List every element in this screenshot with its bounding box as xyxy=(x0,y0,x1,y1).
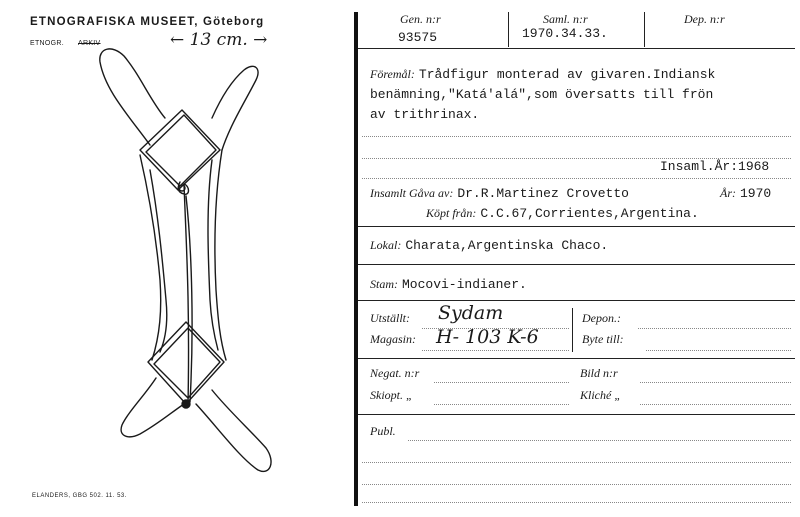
publ-label: Publ. xyxy=(370,424,396,438)
stam-label: Stam: xyxy=(370,277,398,291)
skiopt-label: Skiopt. „ xyxy=(370,388,413,402)
lokal-row xyxy=(370,236,608,254)
upper-left-arm xyxy=(100,49,165,145)
ar-value: 1970 xyxy=(740,186,772,201)
kliche-label: Kliché „ xyxy=(580,388,621,402)
upper-right-arm xyxy=(212,66,258,150)
card-image-side xyxy=(0,0,350,517)
insaml-year-value: 1968 xyxy=(738,159,770,174)
width-measurement: ← 13 cm. → xyxy=(170,30,268,50)
foremal-label: Föremål: xyxy=(370,67,415,81)
lokal-label: Lokal: xyxy=(370,238,402,252)
gava-label: Insamlt Gåva av: xyxy=(370,186,454,200)
kopt-row xyxy=(426,204,699,222)
body-left-edge xyxy=(140,155,161,360)
gava-value: Dr.R.Martinez Crovetto xyxy=(457,186,629,201)
foremal-line-3: av trithrinax. xyxy=(370,107,480,122)
lower-left-arm xyxy=(121,378,184,437)
stam-row xyxy=(370,275,527,293)
ar-label: År: xyxy=(720,186,736,200)
lokal-value: Charata,Argentinska Chaco. xyxy=(405,238,609,253)
depon-label: Depon.: xyxy=(582,311,621,325)
lower-right-arm xyxy=(196,390,271,471)
printer-mark: ELANDERS, GBG 502. 11. 53. xyxy=(32,493,127,499)
negat-label: Negat. n:r xyxy=(370,366,420,380)
byte-label: Byte till: xyxy=(582,332,624,346)
foremal-line-1: Trådfigur monterad av givaren.Indiansk xyxy=(418,67,716,82)
museum-name: ETNOGRAFISKA MUSEET, Göteborg xyxy=(30,16,265,28)
gava-row xyxy=(370,184,629,202)
gen-nr-label: Gen. n:r xyxy=(400,12,441,26)
archive-label: ARKIV xyxy=(78,40,101,47)
kopt-label: Köpt från: xyxy=(426,206,477,220)
insaml-year xyxy=(660,157,769,175)
dept-label: ETNOGR. xyxy=(30,40,64,47)
insaml-year-label: Insaml.År: xyxy=(660,159,739,174)
center-strand xyxy=(178,182,188,405)
saml-nr-value: 1970.34.33. xyxy=(522,26,608,41)
stam-value: Mocovi-indianer. xyxy=(402,277,527,292)
string-figure-drawing xyxy=(0,0,350,517)
dep-nr-label: Dep. n:r xyxy=(684,12,725,26)
catalogue-form xyxy=(358,12,795,506)
body-right-edge xyxy=(215,150,226,360)
magasin-label: Magasin: xyxy=(370,332,416,346)
gen-nr-value: 93575 xyxy=(398,30,438,45)
bild-label: Bild n:r xyxy=(580,366,618,380)
utstallt-value: Sydam xyxy=(438,302,504,324)
foremal-line-2: benämning,"Katá'alá",som översatts till frön xyxy=(370,87,714,102)
foremal-block xyxy=(370,64,790,125)
magasin-value: H- 103 K-6 xyxy=(436,326,539,348)
ar-row xyxy=(720,184,771,202)
utstallt-label: Utställt: xyxy=(370,311,411,325)
kopt-value: C.C.67,Corrientes,Argentina. xyxy=(480,206,699,221)
saml-nr-label: Saml. n:r xyxy=(543,12,588,26)
